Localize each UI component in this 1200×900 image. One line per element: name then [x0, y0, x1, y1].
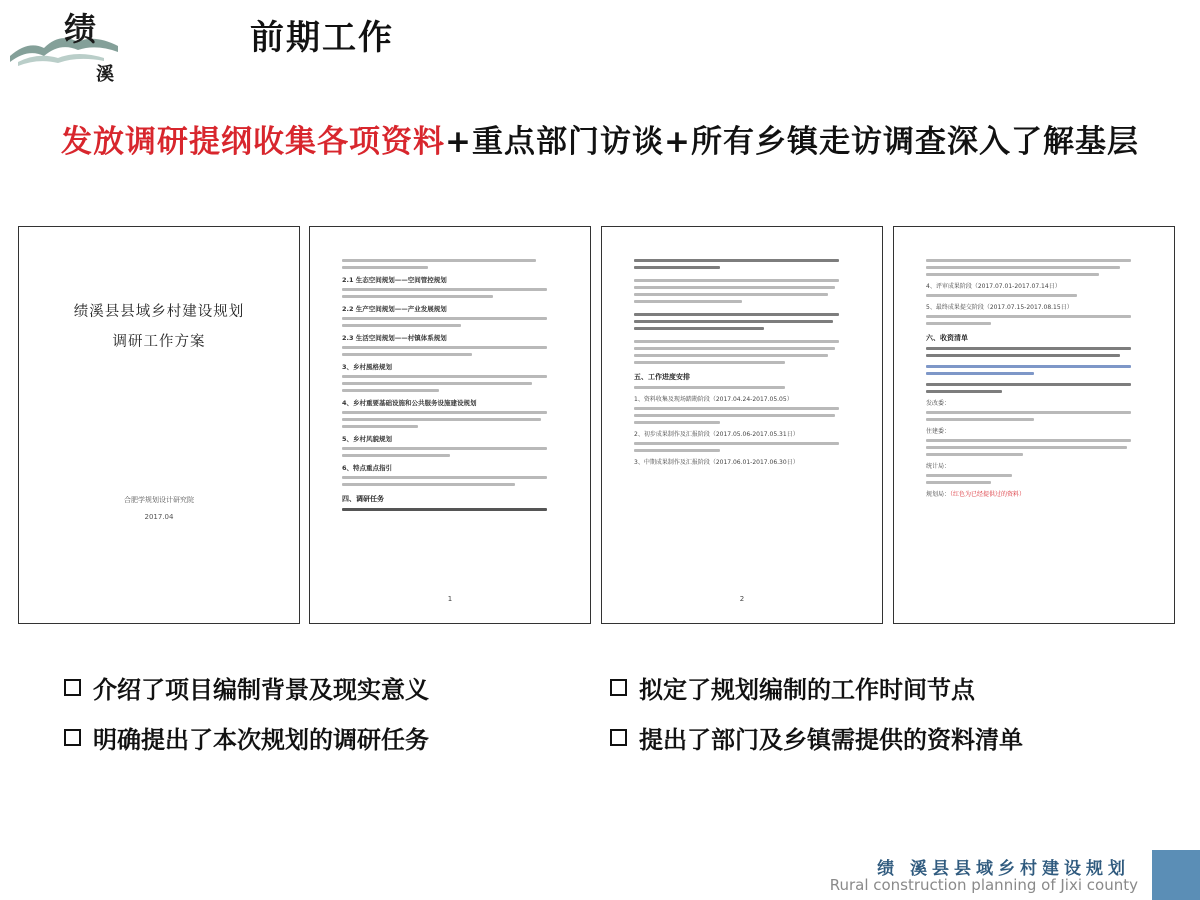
department-label: 住建委：: [926, 428, 951, 435]
bullet-text: 拟定了规划编制的工作时间节点: [639, 676, 975, 704]
bullet-item: [64, 720, 429, 755]
checkbox-square-icon: [610, 729, 627, 746]
page-title: 前期工作: [250, 18, 394, 58]
page-body: [342, 255, 558, 515]
section-heading: 五、工作进度安排: [634, 373, 690, 381]
checkbox-square-icon: [64, 679, 81, 696]
bullet-item: [610, 670, 975, 705]
page-heading: 3、乡村風格规划: [342, 363, 393, 371]
cover-title-line-2: 调研工作方案: [112, 334, 206, 350]
department-label: 统计局：: [926, 463, 951, 470]
page-heading: 6、特点重点指引: [342, 464, 393, 472]
page-heading: 2.2 生产空间规划——产业发展规划: [342, 305, 447, 313]
bullet-item: [610, 720, 1023, 755]
page-heading: 5、乡村风貌规划: [342, 435, 393, 443]
cover-title: [19, 297, 299, 357]
jixi-logo: [8, 6, 128, 84]
department-label: 发改委：: [926, 400, 951, 407]
checkbox-square-icon: [64, 729, 81, 746]
cover-organization: 合肥学规划设计研究院: [124, 496, 194, 504]
checkbox-square-icon: [610, 679, 627, 696]
bullet-item: [64, 670, 429, 705]
document-page-4: [893, 226, 1175, 624]
document-page-3: [601, 226, 883, 624]
bullet-text: 介绍了项目编制背景及现实意义: [93, 676, 429, 704]
mountain-logo-graphic: [8, 6, 128, 84]
document-cover-page: [18, 226, 300, 624]
footer-color-block: [1152, 850, 1200, 900]
document-page-2: [309, 226, 591, 624]
footer-title-chinese: 绩 溪县县域乡村建设规划: [877, 859, 1130, 879]
schedule-item: 2、初步成果制作及汇报阶段（2017.05.06-2017.05.31日）: [634, 431, 799, 438]
department-label-with-note: [926, 489, 1142, 498]
headline: [0, 116, 1200, 161]
logo-char-1: 绩: [64, 10, 97, 48]
section-heading: 六、收资清单: [926, 334, 968, 342]
headline-red-part: 发放调研提纲收集各项资料: [61, 124, 446, 160]
page-number: 2: [739, 595, 745, 603]
section-heading: 四、调研任务: [342, 495, 384, 503]
schedule-item: 3、中期成果制作及汇报阶段（2017.06.01-2017.06.30日）: [634, 459, 799, 466]
cover-date: 2017.04: [144, 513, 174, 521]
page-heading: 2.3 生活空间规划——村镇体系规划: [342, 334, 447, 342]
red-note: （红色为已经提供过的资料）: [950, 491, 1026, 498]
footer-title-english: Rural construction planning of Jixi county: [829, 876, 1138, 894]
headline-rest: +重点部门访谈+所有乡镇走访调查深入了解基层: [445, 124, 1139, 160]
page-body: [926, 255, 1142, 501]
bullet-text: 明确提出了本次规划的调研任务: [93, 726, 429, 754]
page-heading: 2.1 生态空间规划——空间管控规划: [342, 276, 447, 284]
schedule-item: 5、最终成果提交阶段（2017.07.15-2017.08.15日）: [926, 304, 1073, 311]
page-heading: 4、乡村重要基础设施和公共服务设施建设规划: [342, 399, 477, 407]
bullet-text: 提出了部门及乡镇需提供的资料清单: [639, 726, 1023, 754]
schedule-item: 1、资料收集及现场踏勘阶段（2017.04.24-2017.05.05）: [634, 396, 793, 403]
page-body: [634, 255, 850, 469]
department-label: 规划局：: [926, 491, 951, 498]
cover-title-line-1: 绩溪县县域乡村建设规划: [73, 304, 245, 320]
page-number: 1: [447, 595, 453, 603]
logo-char-2: 溪: [96, 64, 114, 84]
schedule-item: 4、评审成果阶段（2017.07.01-2017.07.14日）: [926, 283, 1061, 290]
